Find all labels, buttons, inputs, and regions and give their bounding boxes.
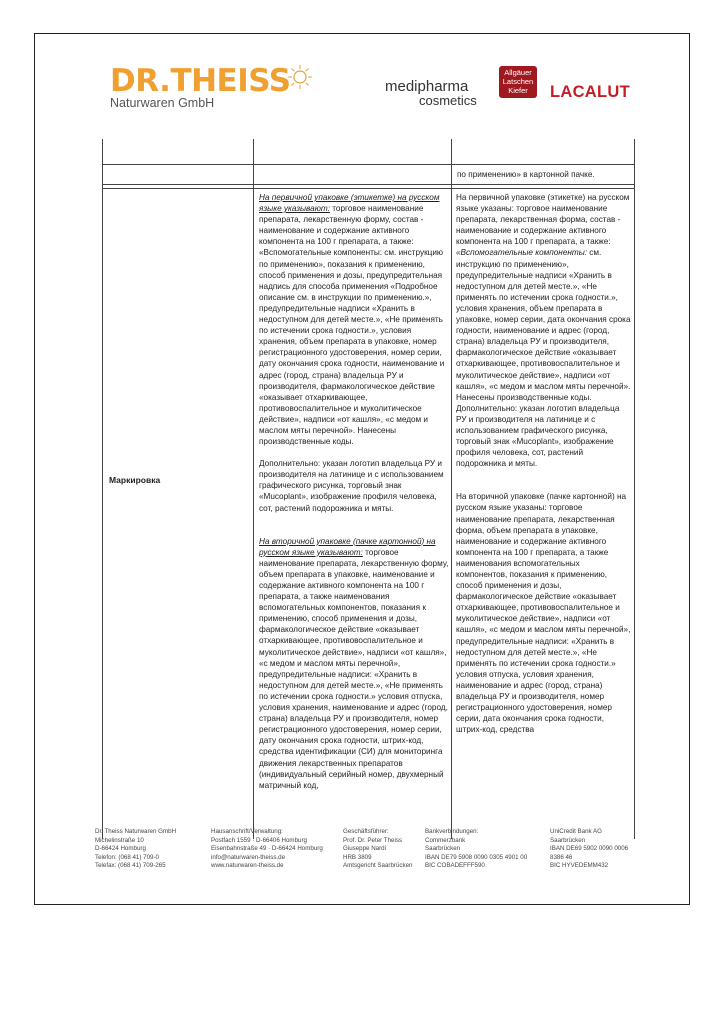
row-divider <box>103 164 634 165</box>
footer-line: Telefon: (068 41) 709-0 <box>95 853 159 861</box>
footer-line: Telefax: (068 41) 709-265 <box>95 862 166 870</box>
allgauer-line: Allgäuer <box>504 68 532 77</box>
column-divider <box>253 139 254 839</box>
footer-line: IBAN DE69 5902 0090 0006 8386 46 <box>550 845 629 861</box>
secondary-packaging-paragraph <box>259 536 449 791</box>
secondary-packaging-lead: На вторичной упаковке (пачке картонной) на русском языке указывают: <box>259 536 436 557</box>
footer-management <box>343 828 412 871</box>
continuation-text: по применению» в картонной пачке. <box>457 170 595 179</box>
footer-line: info@naturwaren-theiss.de <box>211 853 286 861</box>
footer-line: BIC COBADEFFF590 <box>425 862 485 870</box>
primary-packaging-lead: На первичной упаковке (этикетке) на русском языке указывают: <box>259 193 440 214</box>
footer-line: www.naturwaren-theiss.de <box>211 862 284 870</box>
content-table <box>102 139 635 839</box>
brand-name: DR.THEISS <box>110 63 291 99</box>
allgauer-logo <box>499 66 537 98</box>
secondary-packaging-paragraph: На вторичной упаковке (пачке картонной) на русском языке указаны: торговое наименование препарата, лекарственная форма, объем препарата в упаковке, наименование и содержание активного компонента на 100 г препарата, а также наименования вспомогательных компонентов, показания к применению, способ применения и дозы, фармакологическое действие «оказывает отхаркивающее, противовоспалительное и муколитическое действие», надписи «от кашля», «с медом и маслом мяты перечной», предупредительные надписи: «Хранить в недоступном для детей месте.», «Не применять по истечении срока годности.» условия отпуска, условия хранения, наименование и адрес (город, страна) владельца РУ и производителя, номер регистрационного удостоверения, номер серии, дата окончания срока годности, штрих-код, средства <box>456 492 631 735</box>
footer-line: Giuseppe Nardi <box>343 845 386 853</box>
primary-packaging-text: На первичной упаковке (этикетке) на русском языке указаны: торговое наименование препарата, лекарственная форма, состав - наименование и содержание активного компонента на 100 г препарата, а также: <box>456 193 630 247</box>
row-divider <box>103 188 634 189</box>
primary-packaging-rest: см. инструкцию по применению», предупредительные надписи «Хранить в недоступном для детей месте.», «Не применять по истечении срока годности.», условия хранения, объем препарата в упаковке, номер серии, дата окончания срока годности, наименование и адрес (город, страна) владельца РУ и производителя, фармакологическое действие «оказывает отхаркивающее, противовоспалительное и муколитическое действие», надписи «от кашля», «с медом и маслом мяты перечной». Нанесены производственные коды. <box>456 248 631 402</box>
sun-emblem-icon <box>287 64 313 90</box>
footer-line: Dr. Theiss Naturwaren GmbH <box>95 828 177 835</box>
footer-line: Prof. Dr. Peter Theiss <box>343 836 403 844</box>
results-column <box>456 192 632 746</box>
footer-bank-2 <box>550 828 635 871</box>
primary-packaging-body: торговое наименование препарата, лекарственную форму, состав - наименование и содержание активного компонента на 100 г препарата, а также: «Вспомогательные компоненты: см. инструкцию по применению», показания к применению, способ применения и дозы, предупредительная надпись для способа применения «Подробное описание см. в инструкции по применению.», предупредительные надписи «Хранить в недоступном для детей месте.», «Не применять по истечении срока годности.», условия хранения, объем препарата в упаковке, номер регистрационного удостоверения, номер серии, дату окончания срока годности, наименование и адрес (город, страна) владельца РУ и производителя, фармакологическое действие «оказывает отхаркивающее, противовоспалительное и муколитическое действие», надписи «от кашля», «с медом и маслом мяты перечной». Нанесены производственные коды. <box>259 204 445 447</box>
medipharma-text: medipharma <box>385 78 469 95</box>
document-page <box>34 33 690 905</box>
footer-line: Commerzbank <box>425 836 466 844</box>
column-divider <box>451 139 452 839</box>
footer-line: Geschäftsführer: <box>343 828 389 835</box>
footer-line: Bankverbindungen: <box>425 828 479 835</box>
footer-line: D-66424 Homburg <box>95 845 146 853</box>
footer-line: BIC HYVEDEMM432 <box>550 862 609 870</box>
footer-address <box>211 828 323 871</box>
additional-paragraph: Дополнительно: указан логотип владельца РУ и производителя на латинице и с использованием графического рисунка, торговый знак «Mucoplant», изображение профиля человека, сот, растений подорожника и мяты. <box>259 459 444 513</box>
footer-line: Saarbrücken <box>425 845 461 853</box>
cosmetics-text: cosmetics <box>419 93 477 108</box>
primary-packaging-paragraph <box>456 192 632 403</box>
footer-line: Saarbrücken <box>550 836 586 844</box>
footer-company <box>95 828 176 871</box>
footer-line: Amtsgericht Saarbrücken <box>343 862 413 870</box>
excipients-label: «Вспомогательные компоненты: <box>456 248 587 258</box>
footer-line: Postfach 1559 · D-66406 Homburg <box>211 836 307 844</box>
brand-subtitle: Naturwaren GmbH <box>110 96 215 110</box>
row-divider <box>103 184 634 185</box>
footer-bank-1 <box>425 828 527 871</box>
lacalut-logo: LACALUT <box>550 83 630 101</box>
allgauer-line: Latschen <box>502 77 534 86</box>
footer-line: HRB 3809 <box>343 853 372 861</box>
footer-line: UniCredit Bank AG <box>550 828 602 835</box>
primary-packaging-paragraph <box>259 192 449 447</box>
dr-theiss-logo <box>110 63 291 110</box>
footer-line: IBAN DE79 5908 0090 0305 4901 00 <box>425 853 528 861</box>
additional-paragraph: Дополнительно: указан логотип владельца РУ и производителя на латинице и с использованием графического рисунка, торговый знак «Mucoplant», изображение профиля человека, сот, растений подорожника и мяты. <box>456 403 620 469</box>
requirements-column <box>259 192 449 802</box>
allgauer-line: Kiefer <box>508 86 528 95</box>
footer-line: Michelinstraße 10 <box>95 836 144 844</box>
medipharma-logo <box>385 80 477 107</box>
footer-line: Hausanschrift/Verwaltung: <box>211 828 283 835</box>
footer-line: Eisenbahnstraße 49 · D-66424 Homburg <box>211 845 323 853</box>
row-label: Маркировка <box>109 475 161 485</box>
secondary-packaging-body: торговое наименование препарата, лекарственную форму, объем препарата в упаковке, наименование и содержание активного компонента на 100 г препарата, а также наименования вспомогательных компонентов, показания к применению, способ применения и дозы, фармакологическое действие «оказывает отхаркивающее, противовоспалительное и муколитическое действие», надписи «от кашля», «с медом и маслом мяты перечной», предупредительные надписи: «Хранить в недоступном для детей месте.», «Не применять по истечении срока годности.» условия отпуска, условия хранения, наименование и адрес (город, страна) владельца РУ и производителя, номер регистрационного удостоверения, номер серии, дату окончания срока годности, штрих-код, средства идентификации (СИ) для мониторинга движения лекарственных препаратов (индивидуальный серийный номер, двухмерный матричный код, <box>259 547 449 790</box>
